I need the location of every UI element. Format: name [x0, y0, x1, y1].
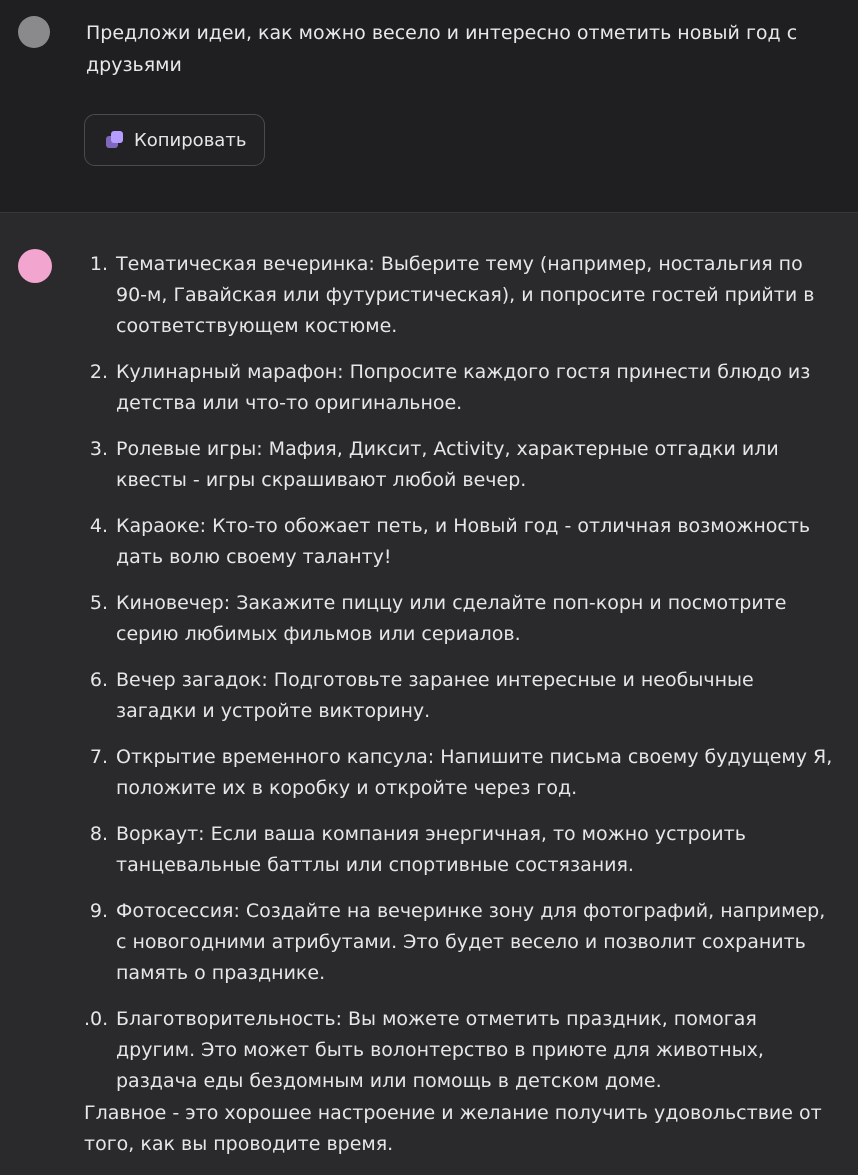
list-item-text: Кулинарный марафон: Попросите каждого гостя принести блюдо из детства или что-то оригинальное. — [116, 361, 811, 414]
list-item — [84, 511, 834, 573]
list-item-text: Вечер загадок: Подготовьте заранее интересные и необычные загадки и устройте викторину. — [116, 669, 754, 722]
list-item-number: 4. — [89, 515, 108, 537]
list-item — [84, 588, 834, 650]
list-item — [84, 249, 834, 342]
list-item-number: 8. — [89, 823, 108, 845]
user-message-text: Предложи идеи, как можно весело и интересно отметить новый год с друзьями — [86, 22, 798, 76]
closing-paragraph: Главное - это хорошее настроение и желание получить удовольствие от того, как вы проводите время. — [84, 1102, 822, 1155]
list-item — [84, 434, 834, 496]
list-item — [84, 819, 834, 881]
list-item — [84, 1004, 834, 1097]
list-item-number: 2. — [89, 361, 108, 383]
list-item-number: 1. — [89, 253, 108, 275]
list-item-text: Воркаут: Если ваша компания энергичная, то можно устроить танцевальные баттлы или спортивные состязания. — [116, 823, 746, 876]
list-item-number: 5. — [89, 592, 108, 614]
list-item — [84, 742, 834, 804]
copy-button[interactable] — [84, 114, 265, 166]
assistant-message — [0, 213, 858, 1175]
list-item — [84, 665, 834, 727]
list-item-text: Ролевые игры: Мафия, Диксит, Activity, характерные отгадки или квесты - игры скрашивают любой вечер. — [116, 438, 779, 491]
list-item-text: Фотосессия: Создайте на вечеринке зону для фотографий, например, с новогодними атрибутами. Это будет весело и позволит сохранить память о празднике. — [116, 900, 826, 984]
list-item-number: 6. — [89, 669, 108, 691]
list-item-number: .0. — [84, 1008, 109, 1030]
list-item — [84, 357, 834, 419]
copy-icon — [106, 131, 124, 149]
list-item — [84, 896, 834, 989]
assistant-avatar — [18, 249, 52, 283]
list-item-text: Благотворительность: Вы можете отметить праздник, помогая другим. Это может быть волонтерство в приюте для животных, раздача еды бездомным или помощь в детском доме. — [116, 1008, 764, 1092]
list-item-text: Караоке: Кто-то обожает петь, и Новый год - отличная возможность дать волю своему таланту! — [116, 515, 811, 568]
list-item-text: Тематическая вечеринка: Выберите тему (например, ностальгия по 90-м, Гавайская или футуристическая), и попросите гостей прийти в соответствующем костюме. — [116, 253, 815, 337]
copy-button-label: Копировать — [134, 129, 247, 151]
list-item-number: 7. — [89, 746, 108, 768]
list-item-text: Открытие временного капсула: Напишите письма своему будущему Я, положите их в коробку и откройте через год. — [116, 746, 833, 799]
user-message — [0, 0, 858, 213]
ideas-list — [84, 249, 834, 1097]
list-item-number: 9. — [89, 900, 108, 922]
list-item-text: Киновечер: Закажите пиццу или сделайте поп-корн и посмотрите серию любимых фильмов или сериалов. — [116, 592, 787, 645]
list-item-number: 3. — [89, 438, 108, 460]
user-avatar — [18, 16, 50, 48]
